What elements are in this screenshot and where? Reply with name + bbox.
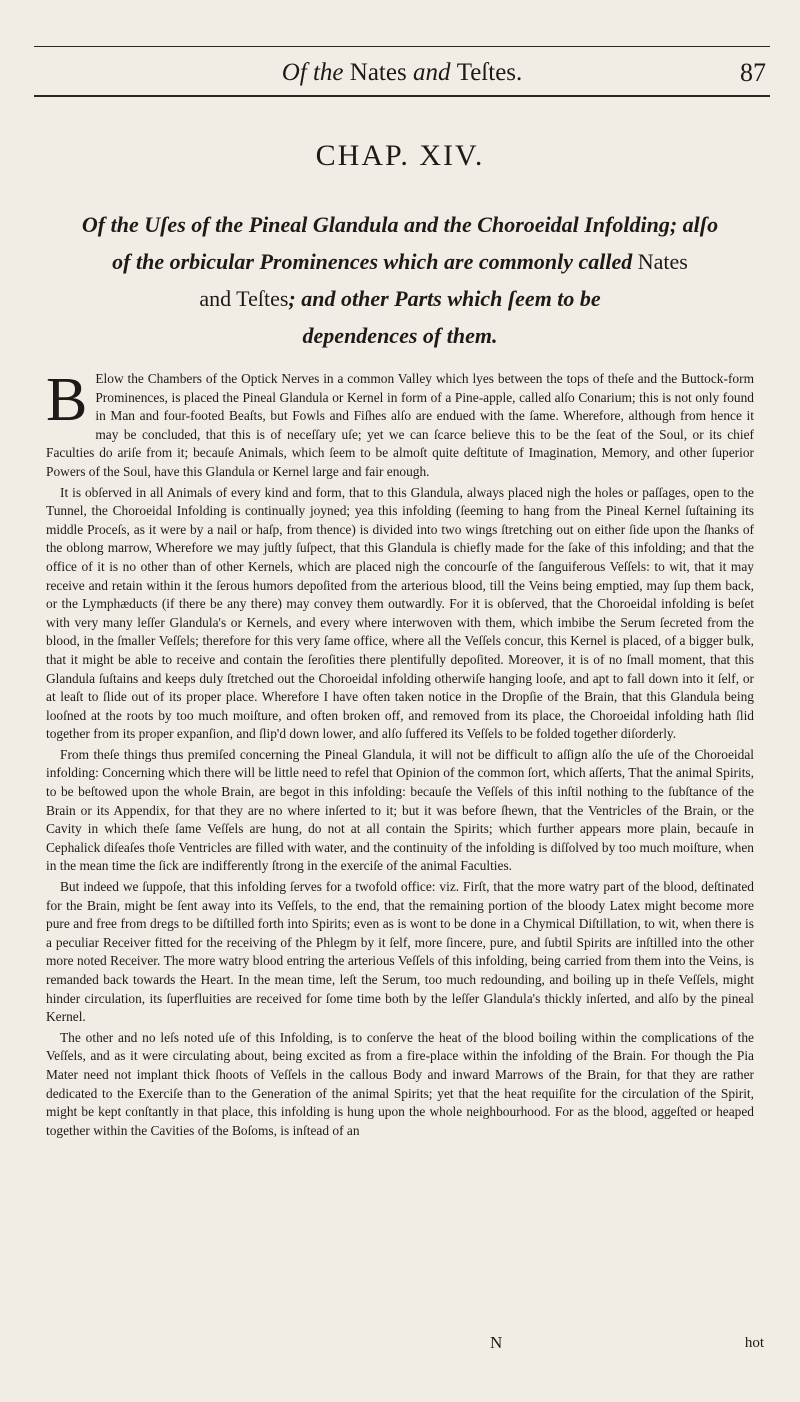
running-head	[34, 56, 770, 90]
page-footer	[34, 1332, 770, 1356]
body-text	[46, 366, 754, 1142]
header-rule-top	[34, 46, 770, 47]
chapter-title-line-4: dependences of them.	[302, 323, 498, 348]
header-rule-bottom	[34, 95, 770, 97]
signature-mark: N	[490, 1333, 503, 1352]
page-number: 87	[740, 58, 766, 87]
paragraph-1: B Elow the Chambers of the Optick Nerves in a common Valley which lyes between the tops of theſe and the Buttock-form Prominences, is placed the Pineal Glandula or Kernel in form of a Pine-apple, called alſo Conarium; this is not only found in Man and four-footed Beaſts, but Fowls and Fiſhes alſo are endued with the ſame. Wherefore, although from hence it may be concluded, that this is of neceſſary uſe; yet we can ſcarce believe this to be the ſeat of the Soul, or its chief Faculties do ariſe from it; becauſe Animals, which ſeem to be almoſt quite deſtitute of Imagination, Memory, and other ſuperior Powers of the Soul, have this Glandula or Kernel large and fair enough.	[46, 366, 754, 479]
paragraph-2: It is obſerved in all Animals of every kind and form, that to this Glandula, always placed nigh the holes or paſſages, open to the Tunnel, the Choroeidal Infolding is continually joyned; yea this infolding (ſeeming to hang from the Pineal Kernel ſuſtaining its middle Proceſs, as it were by a nail or haſp, from thence) is divided into two wings ſtretching out on either ſide upon the ſhanks of the oblong marrow, Wherefore we may juſtly ſuſpect, that this Glandula is chiefly made for the ſake of this infolding; and that the office of it is no other than of other Kernels, which are placed nigh the concourſe of the ſanguiferous Veſſels: to wit, that it may receive and retain within it the ſerous humors depoſited from the arterious blood, till the Veins being emptied, may ſup them back, or the Lymphæducts (if there be any there) may convey them outwardly. For it is obſerved, that the Choroeidal infolding is beſet with very many leſſer Glandula's or Kernels, and every where interwoven with them, which imbibe the Serum ſecreted from the blood, in the ſmaller Veſſels; therefore for this very ſame office, where all the Veſſels concur, this Kernel is placed, of a bigger bulk, that it might be able to receive and contain the ſeroſities there plentifully depoſited. Moreover, it is of no ſmall moment, that this Glandula ſuſtains and keeps duly ſtretched out the Choroeidal infolding otherwiſe hanging looſe, and apt to fall down into it ſelf, or at leaſt to ſlide out of its proper place. Wherefore I have often taken notice in the Dropſie of the Brain, that this Glandula being looſned at the roots by too much moiſture, and often broken off, and removed from its place, the Choroeidal infolding hath ſlid together from its proper expanſion, and ſlip'd down lower, and alſo ſuffered its Veſſels to be folded together diſorderly.	[46, 484, 754, 742]
chapter-title-line-3: and Teſtes; and other Parts which ſeem to be	[199, 286, 601, 311]
paragraph-3: From theſe things thus premiſed concerning the Pineal Glandula, it will not be difficult to aſſign alſo the uſe of the Choroeidal infolding: Concerning which there will be little need to refel that Opinion of the common ſort, which aſſerts, That the animal Spirits, to be beſtowed upon the whole Brain, are begot in this infolding: becauſe the Veſſels of this inſtil nothing to the ſubſtance of the Brain or its Appendix, for that they are no where inſerted to it; but it was before ſhewn, that the Ventricles of the Brain, or the Cavity in which theſe ſame Veſſels are hung, do not at all contain the Spirits; which further appears more plain, becauſe in Cephalick diſeaſes thoſe Ventricles are filled with water, and the continuity of the infolding is diſſolved by too much moiſture, when in the mean time the ſick are indifferently ſtrong in the exerciſe of the animal Faculties.	[46, 746, 754, 874]
running-title: Of the Nates and Teſtes.	[281, 59, 523, 86]
catchword: hot	[744, 1335, 764, 1351]
drop-cap: B	[46, 366, 88, 434]
paragraph-4: But indeed we ſuppoſe, that this infolding ſerves for a twofold office: viz. Firſt, that the more watry part of the blood, deſtinated for the Brain, might be ſent away into its Veſſels, to the end, that the remaining portion of the bloody Latex might become more pure and free from dregs to be diſtilled forth into Spirits; even as is wont to be done in a Chymical Diſtillation, to wit, when there is a peculiar Receiver fitted for the receiving of the Phlegm by it ſelf, more ſincere, pure, and ſubtil Spirits are inſtilled into the other more noted Receiver. The more watry blood entring the arterious Veſſels of this infolding, being carried from them into the Veins, is remanded back towards the Heart. In the mean time, leſt the Serum, too much redounding, and boiling up in theſe Veſſels, might hinder circulation, its ſuperfluities are received for ſome time both by the leſſer Glandula's thickly inſerted, and alſo by the pineal Kernel.	[46, 879, 754, 1025]
chapter-number: CHAP. XIV.	[315, 139, 485, 172]
chapter-title-line-1: Of the Uſes of the Pineal Glandula and the Choroeidal Infolding; alſo	[81, 212, 719, 237]
paragraph-5: The other and no leſs noted uſe of this Infolding, is to conſerve the heat of the blood boiling within the complications of the Veſſels, and as it were circulating about, being excited as from a fire-place within the infolding of the Brain. For though the Pia Mater need not implant thick ſhoots of Veſſels in the callous Body and inward Marrows of the Brain, for that they are rather dedicated to the Exerciſe than to the Generation of the animal Spirits; yet that the heat requiſite for the circulation of the Spirit, might be kept conſtantly in that place, this infolding is hung upon the whole neighbourhood. For as the blood, aggeſted or heaped together within the Cavities of the Boſoms, is inſtead of an	[46, 1029, 754, 1138]
chapter-title	[40, 206, 760, 354]
chapter-title-line-2: of the orbicular Prominences which are commonly called Nates	[112, 249, 688, 274]
